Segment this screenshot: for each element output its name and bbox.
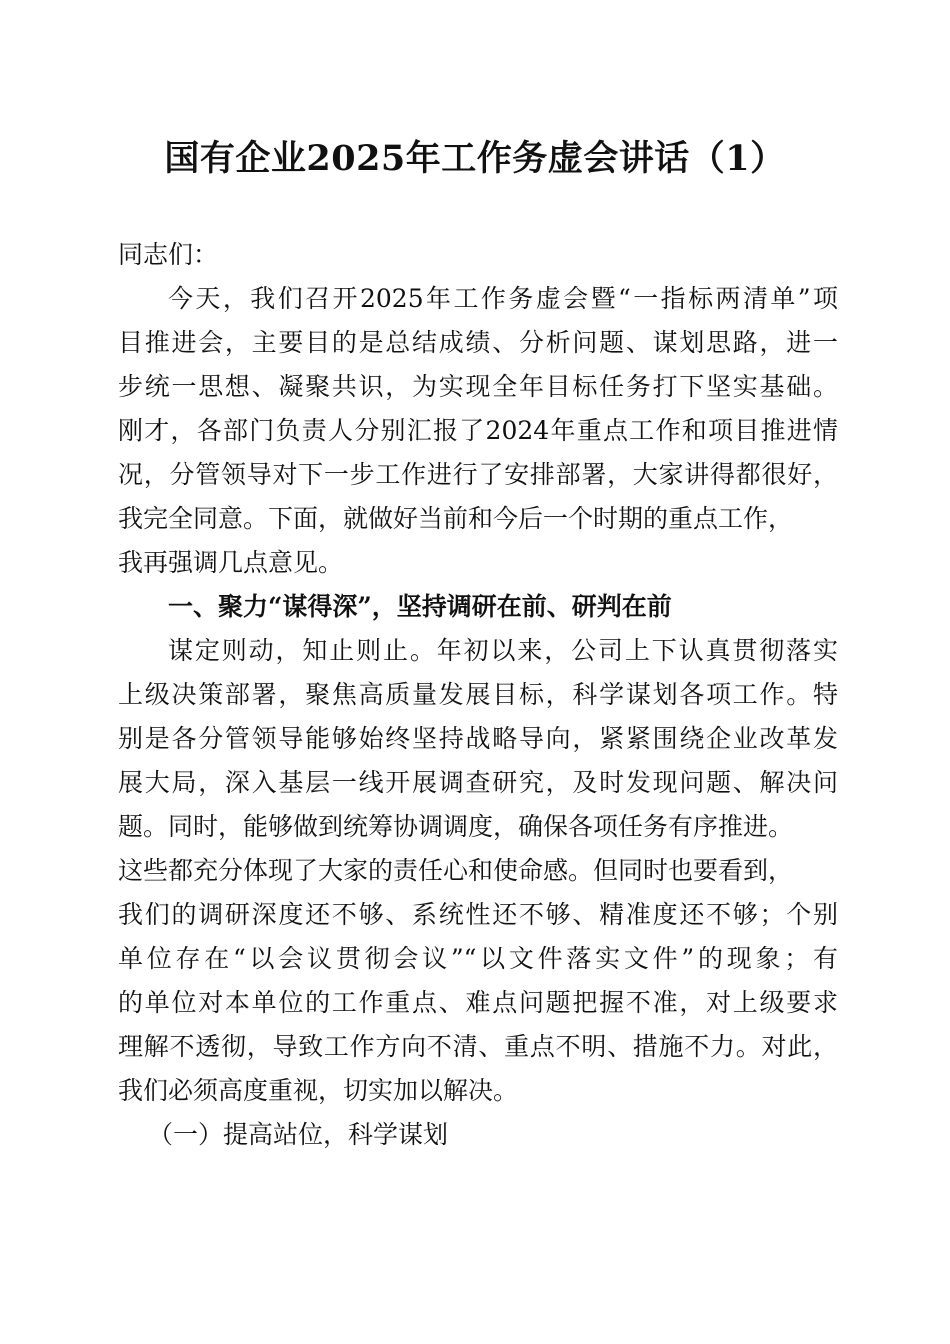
paragraph-line: 理解不透彻，导致工作方向不清、重点不明、措施不力。对此， [118, 1032, 838, 1061]
paragraph-line: 单位存在“以会议贯彻会议”“以文件落实文件”的现象；有 [118, 944, 838, 973]
paragraph-line: 题。同时，能够做到统筹协调调度，确保各项任务有序推进。 [118, 812, 794, 841]
section-heading: 一、聚力“谋得深”，坚持调研在前、研判在前 [168, 592, 672, 621]
paragraph-line: 目推进会，主要目的是总结成绩、分析问题、谋划思路，进一 [118, 328, 838, 357]
paragraph-line: 刚才，各部门负责人分别汇报了2024年重点工作和项目推进情 [118, 416, 838, 445]
paragraph-line: 步统一思想、凝聚共识，为实现全年目标任务打下坚实基础。 [118, 372, 838, 401]
paragraph-line: 上级决策部署，聚焦高质量发展目标，科学谋划各项工作。特 [118, 680, 838, 709]
salutation: 同志们： [118, 240, 219, 269]
paragraph-line: 谋定则动，知止则止。年初以来，公司上下认真贯彻落实 [168, 636, 838, 665]
document-title: 国有企业2025年工作务虚会讲话（1） [164, 138, 786, 179]
paragraph-line: 别是各分管领导能够始终坚持战略导向，紧紧围绕企业改革发 [118, 724, 838, 753]
paragraph-line: 我再强调几点意见。 [118, 548, 344, 577]
paragraph-line: 展大局，深入基层一线开展调查研究，及时发现问题、解决问 [118, 768, 838, 797]
paragraph-line: 的单位对本单位的工作重点、难点问题把握不准，对上级要求 [118, 988, 838, 1017]
paragraph-line: 这些都充分体现了大家的责任心和使命感。但同时也要看到， [118, 856, 794, 885]
paragraph-line: 我完全同意。下面，就做好当前和今后一个时期的重点工作， [118, 504, 794, 533]
paragraph-line: 况，分管领导对下一步工作进行了安排部署，大家讲得都很好， [118, 460, 838, 489]
subsection-heading: （一）提高站位，科学谋划 [148, 1120, 449, 1149]
paragraph-line: 我们的调研深度还不够、系统性还不够、精准度还不够；个别 [118, 900, 838, 929]
paragraph-line: 我们必须高度重视，切实加以解决。 [118, 1076, 519, 1105]
paragraph-line: 今天，我们召开2025年工作务虚会暨“一指标两清单”项 [168, 284, 838, 313]
